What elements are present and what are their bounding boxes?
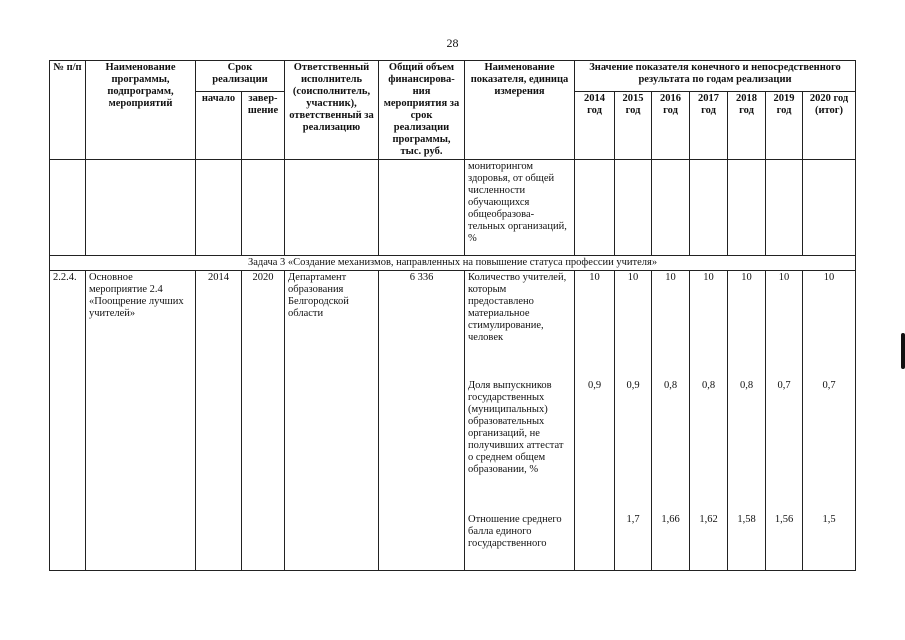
header-term-end: завер-шение: [242, 92, 285, 160]
task-title: Задача 3 «Создание механизмов, направленных на повышение статуса профессии учителя»: [50, 256, 856, 271]
indicator-value: 10: [741, 272, 752, 283]
header-year: 2020 год (итог): [803, 92, 856, 160]
year-values-col: [766, 271, 803, 571]
header-term: Срок реализации: [196, 61, 285, 92]
indicator-name: Доля выпускников государственных (муниципальных) образовательных организаций, не получивших аттестат о среднем общем образовании, %: [468, 380, 564, 475]
indicator-value: 10: [703, 272, 714, 283]
header-year: 2014 год: [575, 92, 615, 160]
header-year: 2018 год: [728, 92, 766, 160]
year-values-col: [690, 271, 728, 571]
indicator-value: 0,9: [626, 380, 640, 391]
task-row: [50, 256, 856, 271]
row-responsible: Департамент образования Белгородской области: [285, 271, 379, 571]
continuation-indicator: мониторингом здоровья, от общей численности обучающихся общеобразова-тельных организаций, %: [465, 160, 575, 256]
indicator-name: Отношение среднего балла единого государственного: [468, 514, 562, 549]
header-row-1: [50, 61, 856, 92]
indicator-value: 1,62: [699, 514, 718, 525]
year-values-col: [728, 271, 766, 571]
indicator-value: 1,5: [822, 514, 836, 525]
indicator-value: 1,56: [774, 514, 794, 525]
continuation-row: [50, 160, 856, 256]
indicator-value: 0,7: [777, 380, 791, 391]
year-values-col: [803, 271, 856, 571]
indicator-value: 0,8: [663, 380, 678, 391]
indicator-value: 0,7: [822, 380, 836, 391]
indicator-value: 0,9: [587, 380, 602, 391]
header-year: 2016 год: [652, 92, 690, 160]
header-year: 2017 год: [690, 92, 728, 160]
program-table: [49, 60, 856, 571]
indicator-name: Количество учителей, которым предоставлено материальное стимулирование, человек: [468, 272, 567, 343]
row-indicators: [465, 271, 575, 571]
indicator-value: 10: [778, 272, 790, 283]
header-financing: Общий объем финансирова-ния мероприятия за срок реализации программы, тыс. руб.: [379, 61, 465, 160]
indicator-value: 10: [665, 272, 676, 283]
indicator-value: 1,58: [737, 514, 756, 525]
row-num: 2.2.4.: [50, 271, 86, 571]
scan-edge-mark: [901, 333, 905, 369]
header-year: 2019 год: [766, 92, 803, 160]
indicator-value: 0,8: [739, 380, 754, 391]
year-values-col: [615, 271, 652, 571]
header-year: 2015 год: [615, 92, 652, 160]
indicator-value: 10: [589, 272, 600, 283]
header-program: Наименование программы, подпрограмм, мероприятий: [86, 61, 196, 160]
row-end: 2020: [242, 271, 285, 571]
indicator-value: 1,66: [661, 514, 680, 525]
indicator-value: 10: [627, 272, 639, 283]
year-values-col: [575, 271, 615, 571]
header-values-group: Значение показателя конечного и непосредственного результата по годам реализации: [575, 61, 856, 92]
header-num: № п/п: [50, 61, 86, 160]
row-start: 2014: [196, 271, 242, 571]
row-program: Основное мероприятие 2.4 «Поощрение лучших учителей»: [86, 271, 196, 571]
indicator-value: 10: [823, 272, 835, 283]
row-financing: 6 336: [379, 271, 465, 571]
page-number: 28: [446, 36, 459, 50]
main-row: [50, 271, 856, 571]
indicator-value: 1,7: [626, 514, 640, 525]
header-term-start: начало: [196, 92, 242, 160]
year-values-col: [652, 271, 690, 571]
header-responsible: Ответственный исполнитель (соисполнитель, участник), ответственный за реализацию: [285, 61, 379, 160]
indicator-value: 0,8: [701, 380, 716, 391]
header-indicator: Наименование показателя, единица измерения: [465, 61, 575, 160]
